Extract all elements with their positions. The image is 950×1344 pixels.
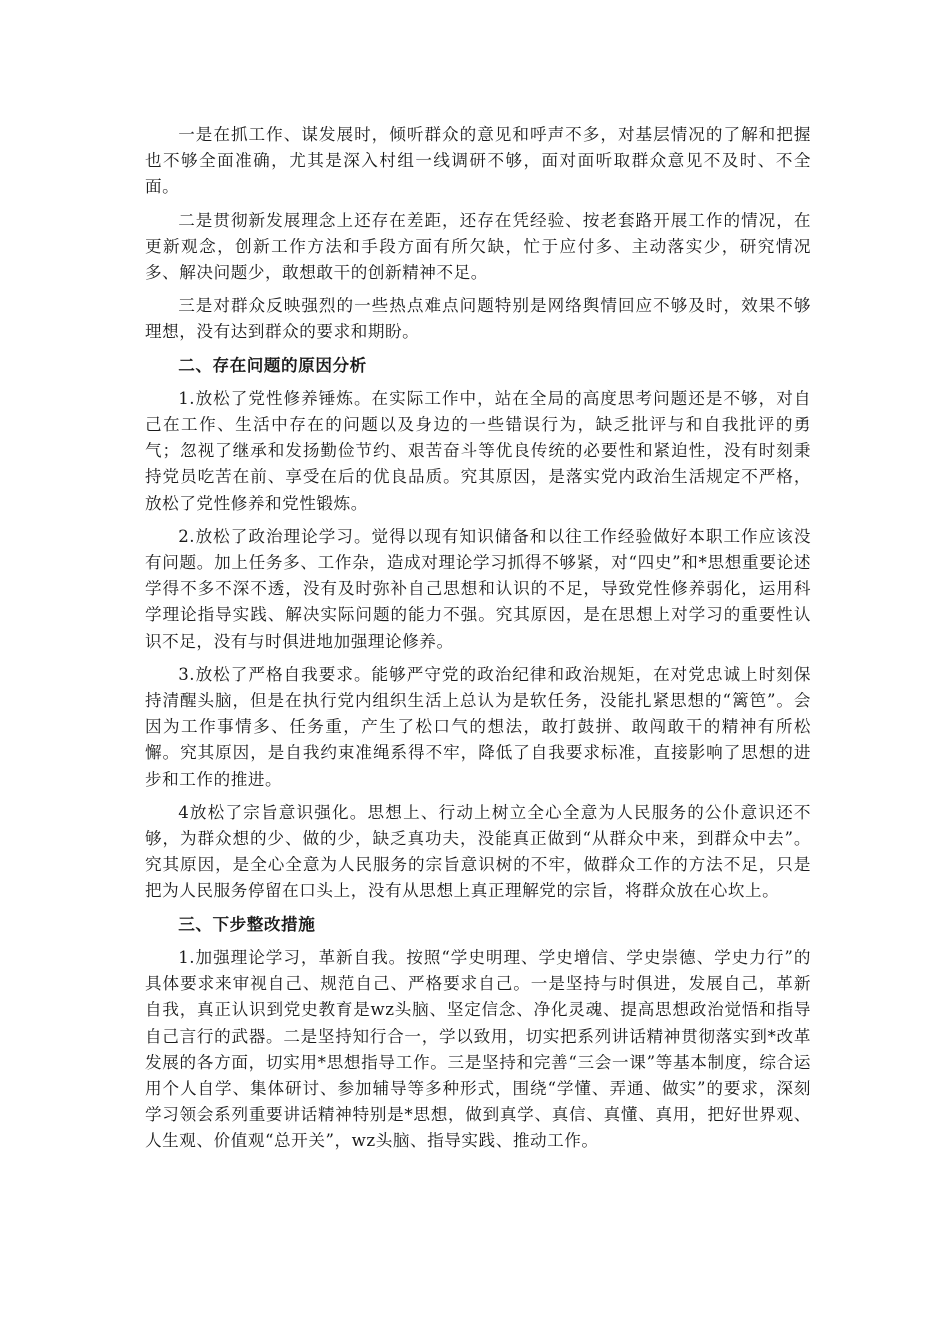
paragraph-cause-1: 1.放松了党性修养锤炼。在实际工作中，站在全局的高度思考问题还是不够，对自己在工作、生活中存在的问题以及身边的一些错误行为，缺乏批评与和自我批评的勇气；忽视了继承和发扬勤俭节约、艰苦奋斗等优良传统的必要性和紧迫性，没有时刻秉持党员吃苦在前、享受在后的优良品质。究其原因，是落实党内政治生活规定不严格，放松了党性修养和党性锻炼。	[145, 388, 811, 513]
paragraph-cause-2: 2.放松了政治理论学习。觉得以现有知识储备和以往工作经验做好本职工作应该没有问题。加上任务多、工作杂，造成对理论学习抓得不够紧，对“四史”和*思想重要论述学得不多不深不透，没有及时弥补自己思想和认识的不足，导致党性修养弱化，运用科学理论指导实践、解决实际问题的能力不强。究其原因，是在思想上对学习的重要性认识不足，没有与时俱进地加强理论修养。	[145, 526, 811, 651]
document-page	[145, 122, 811, 1162]
section-heading-rectification-measures: 三、下步整改措施	[178, 914, 316, 934]
paragraph-measure-1: 1.加强理论学习，革新自我。按照“学史明理、学史增信、学史崇德、学史力行”的具体要求来审视自己、规范自己、严格要求自己。一是坚持与时俱进，发展自己，革新自我，真正认识到党史教育是wz头脑、坚定信念、净化灵魂、提高思想政治觉悟和指导自己言行的武器。二是坚持知行合一，学以致用，切实把系列讲话精神贯彻落实到*改革发展的各方面，切实用*思想指导工作。三是坚持和完善“三会一课”等基本制度，综合运用个人自学、集体研讨、参加辅导等多种形式，围绕“学懂、弄通、做实”的要求，深刻学习领会系列重要讲话精神特别是*思想，做到真学、真信、真懂、真用，把好世界观、人生观、价值观“总开关”，wz头脑、指导实践、推动工作。	[145, 947, 811, 1151]
paragraph-problem-2: 二是贯彻新发展理念上还存在差距，还存在凭经验、按老套路开展工作的情况，在更新观念，创新工作方法和手段方面有所欠缺，忙于应付多、主动落实少，研究情况多、解决问题少，敢想敢干的创新精神不足。	[145, 210, 811, 283]
paragraph-problem-3: 三是对群众反映强烈的一些热点难点问题特别是网络舆情回应不够及时，效果不够理想，没有达到群众的要求和期盼。	[145, 296, 811, 342]
paragraph-problem-1: 一是在抓工作、谋发展时，倾听群众的意见和呼声不多，对基层情况的了解和把握也不够全面准确，尤其是深入村组一线调研不够，面对面听取群众意见不及时、不全面。	[145, 125, 811, 197]
section-heading-cause-analysis: 二、存在问题的原因分析	[178, 355, 367, 375]
paragraph-cause-4: 4放松了宗旨意识强化。思想上、行动上树立全心全意为人民服务的公仆意识还不够，为群众想的少、做的少，缺乏真功夫，没能真正做到“从群众中来，到群众中去”。究其原因，是全心全意为人民服务的宗旨意识树的不牢，做群众工作的方法不足，只是把为人民服务停留在口头上，没有从思想上真正理解党的宗旨，将群众放在心坎上。	[145, 802, 811, 901]
paragraph-cause-3: 3.放松了严格自我要求。能够严守党的政治纪律和政治规矩，在对党忠诚上时刻保持清醒头脑，但是在执行党内组织生活上总认为是软任务，没能扎紧思想的“篱笆”。会因为工作事情多、任务重，产生了松口气的想法，敢打鼓拼、敢闯敢干的精神有所松懈。究其原因，是自我约束准绳系得不牢，降低了自我要求标准，直接影响了思想的进步和工作的推进。	[145, 664, 811, 789]
